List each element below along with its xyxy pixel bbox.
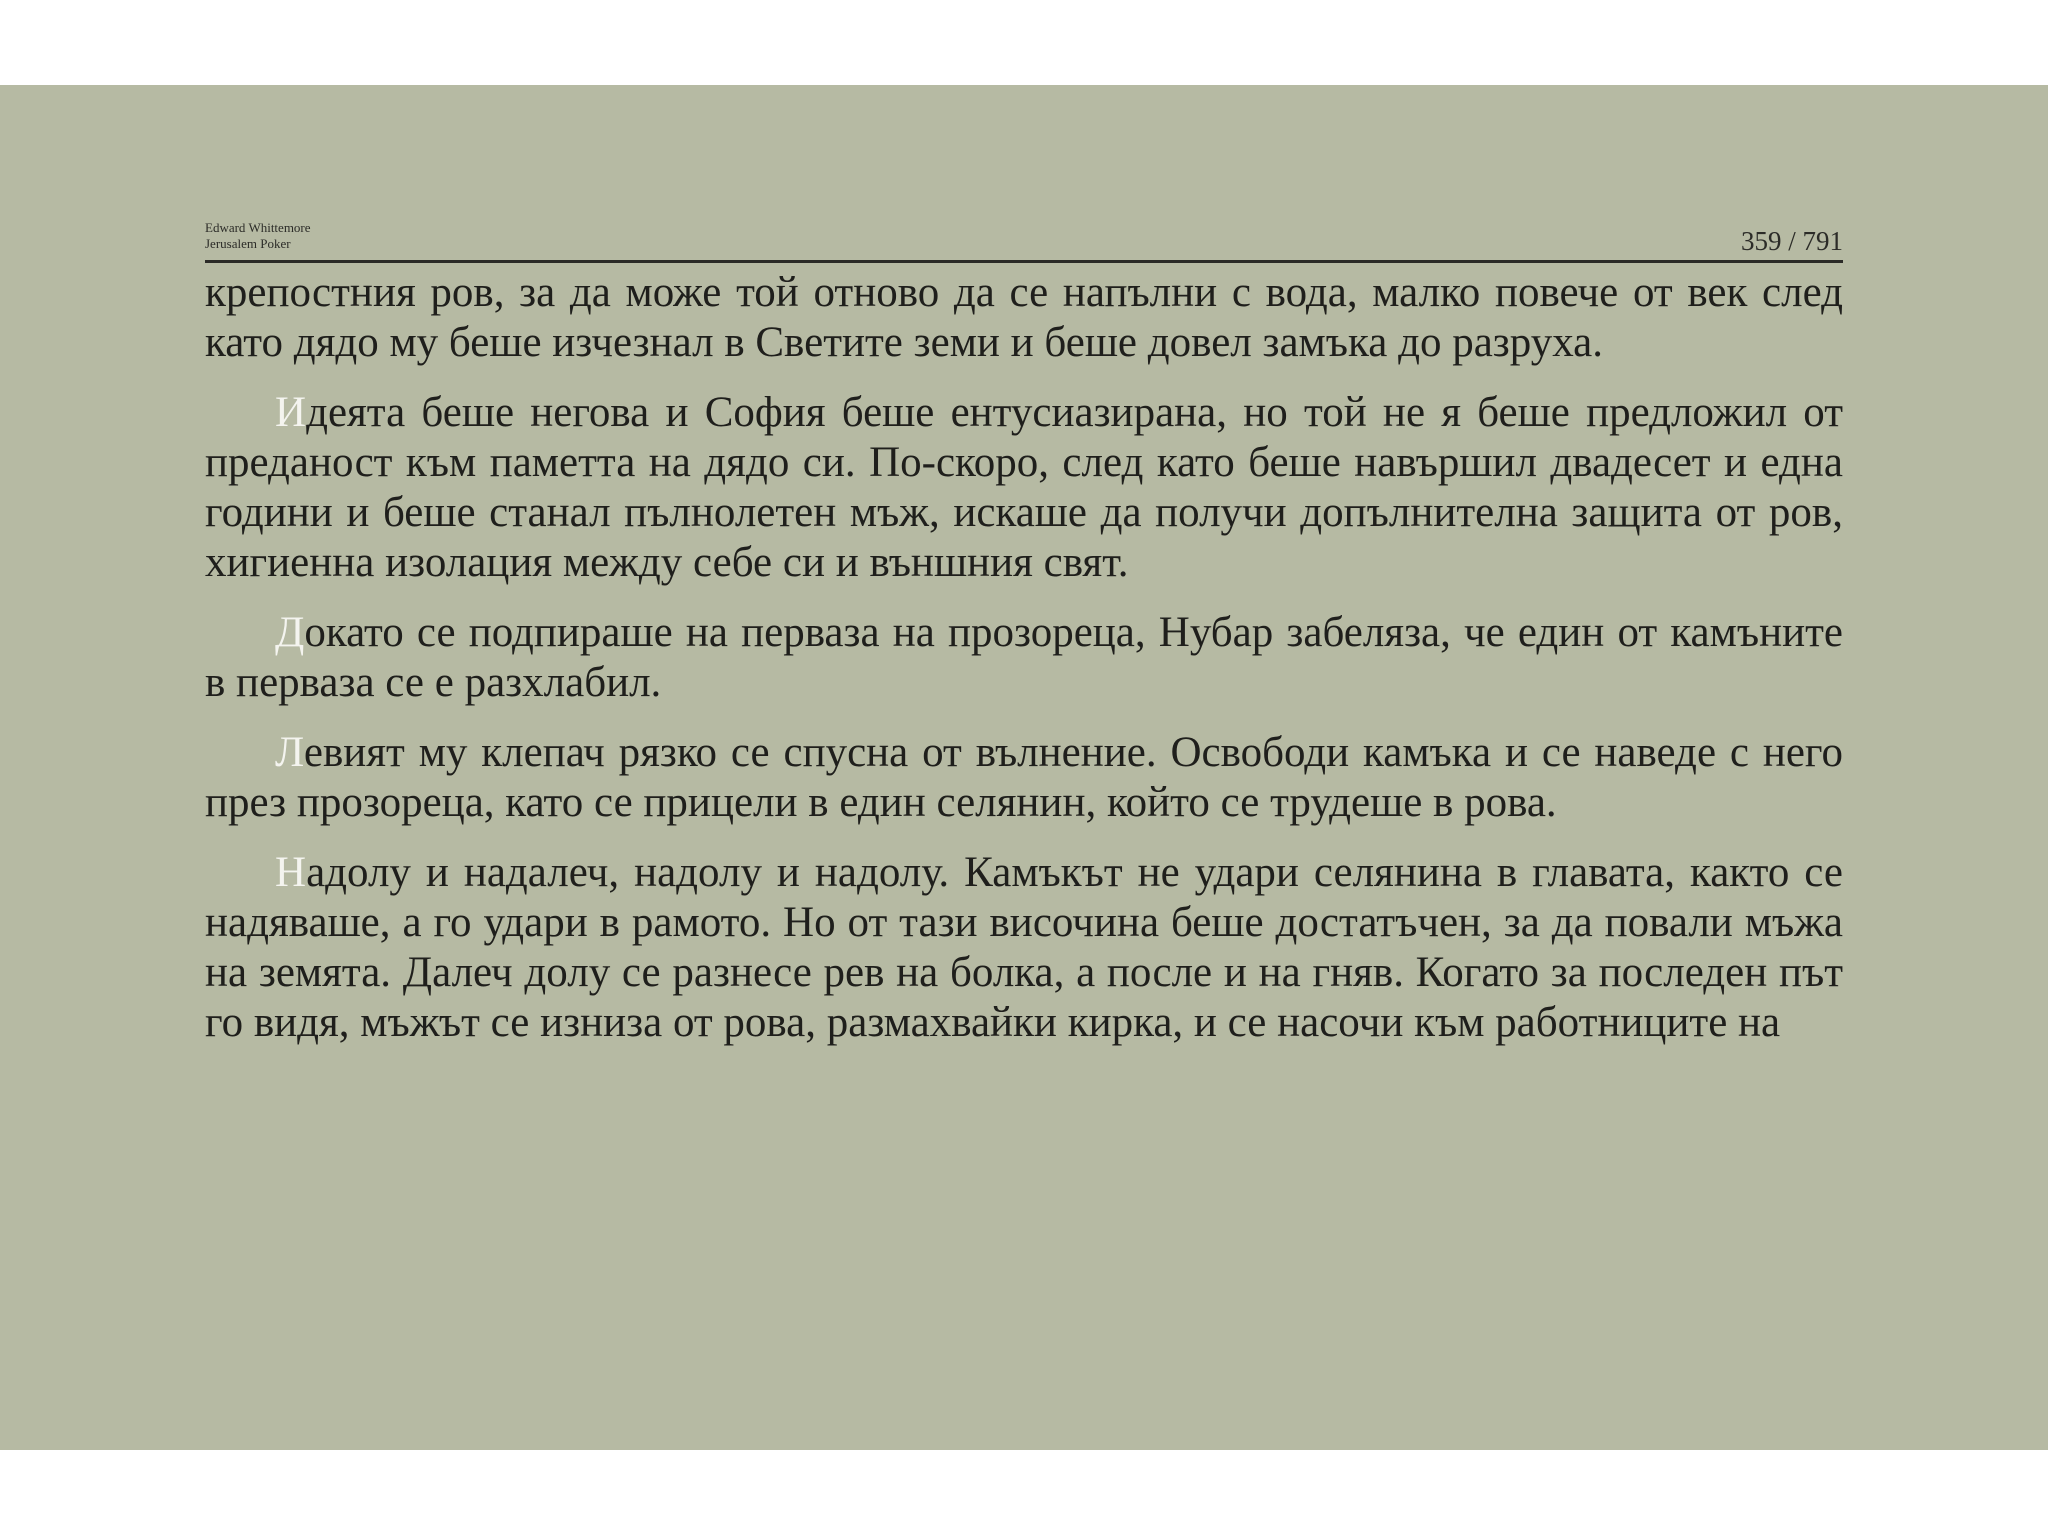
page-body [205,268,1843,1068]
paragraph [205,728,1843,828]
book-author: Edward Whittemore [205,220,311,235]
paragraph [205,388,1843,588]
paragraph-text: крепостния ров, за да може той отново да се напълни с вода, малко повече от век след като дядо му беше изчезнал в Светите земи и беше довел замъка до разруха. [205,269,1843,366]
paragraph [205,268,1843,368]
paragraph-text: деята беше негова и София беше ентусиазирана, но той не я беше предложил от преданост към паметта на дядо си. По-скоро, след като беше навършил двадесет и една години и беше станал пълнолетен мъж, искаше да получи допълнителна защита от ров, хигиенна изолация между себе си и външния свят. [205,389,1843,586]
paragraph [205,848,1843,1048]
paragraph-initial: И [275,389,307,436]
paragraph-initial: Д [275,609,305,656]
paragraph-initial: Н [275,849,307,896]
paragraph-initial: Л [275,729,304,776]
page-indicator: 359 / 791 [1740,226,1843,256]
paragraph-text: адолу и надалеч, надолу и надолу. Камъкът не удари селянина в главата, както се надяваше, а го удари в рамото. Но от тази височина беше достатъчен, за да повали мъжа на земята. Далеч долу се разнесе рев на болка, а после и на гняв. Когато за последен път го видя, мъжът се изниза от рова, размахвайки кирка, и се насочи към работниците на [205,849,1843,1046]
paragraph [205,608,1843,708]
page-header [205,136,1843,263]
paragraph-text: окато се подпираше на перваза на прозореца, Нубар забеляза, че един от камъните в перваза се е разхлабил. [205,609,1843,706]
book-title: Jerusalem Poker [205,236,291,251]
book-meta [205,220,311,252]
paragraph-text: евият му клепач рязко се спусна от вълнение. Освободи камъка и се наведе с него през прозореца, като се прицели в един селянин, който се трудеше в рова. [205,729,1843,826]
